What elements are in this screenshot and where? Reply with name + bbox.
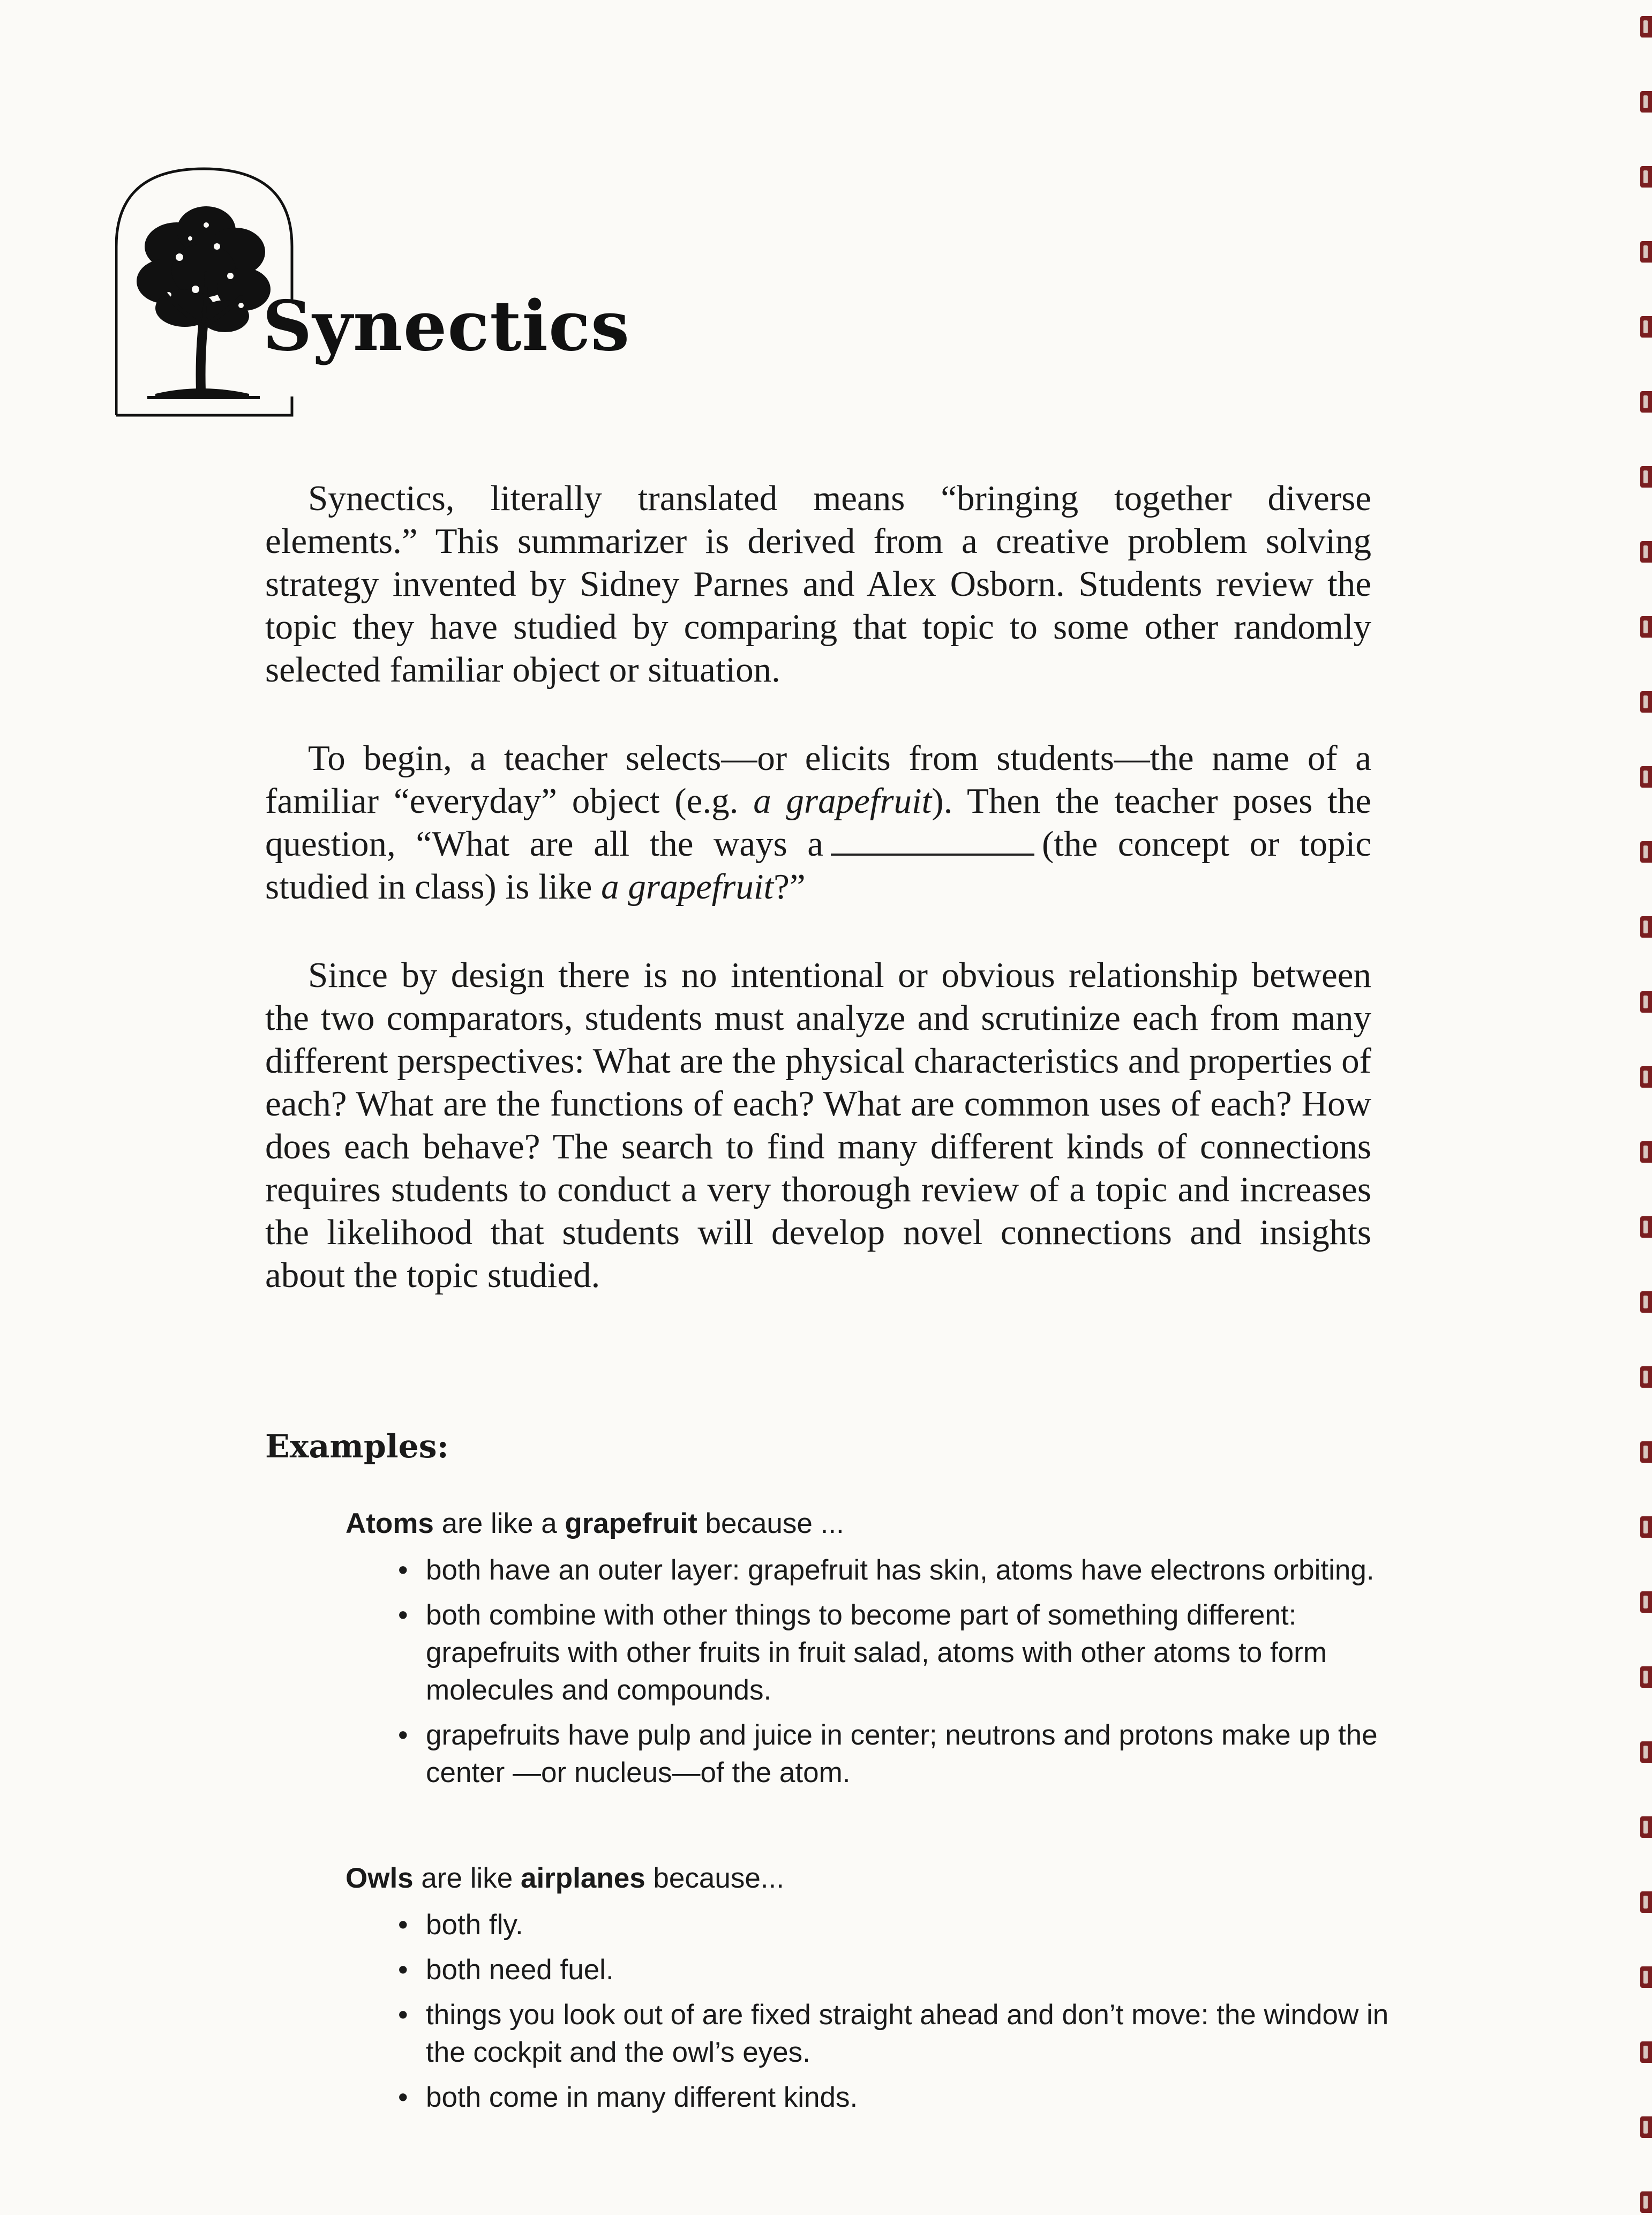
list-item: • both combine with other things to become part of something different: grapefruits with other fruits in fruit salad, atoms with other atoms to form molecules and compounds. [426, 1597, 1390, 1709]
example-list [346, 1552, 1390, 1792]
list-item: • both come in many different kinds. [426, 2079, 1390, 2116]
example-lead [346, 1859, 1390, 1898]
example-lead [346, 1505, 1390, 1543]
example-atoms [346, 1505, 1390, 1799]
list-item: • grapefruits have pulp and juice in center; neutrons and protons make up the center —or nucleus—of the atom. [426, 1717, 1390, 1792]
binding-ring [1640, 241, 1652, 263]
binding-ring [1640, 691, 1652, 713]
procedure-text-c: ). Then the teacher poses the question, “What are all the ways a [265, 781, 1371, 864]
binding-ring [1640, 2191, 1652, 2213]
binding-ring [1640, 2116, 1652, 2138]
example-owls [346, 1859, 1390, 2124]
list-item: • both need fuel. [426, 1951, 1390, 1989]
procedure-text-f: ?” [774, 867, 806, 907]
spiral-binding [1631, 0, 1652, 2215]
binding-ring [1640, 1666, 1652, 1688]
binding-ring [1640, 1891, 1652, 1913]
binding-ring [1640, 916, 1652, 938]
intro-paragraph: Synectics, literally translated means “bringing together diverse elements.” This summarizer is derived from a creative problem solving strategy invented by Sidney Parnes and Alex Osborn. Students review the topic they have studied by comparing that topic to some other randomly selected familiar object or situation. [265, 478, 1371, 690]
binding-ring [1640, 616, 1652, 638]
binding-ring [1640, 1141, 1652, 1163]
binding-ring [1640, 316, 1652, 338]
list-item: • things you look out of are fixed straight ahead and don’t move: the window in the cockpit and the owl’s eyes. [426, 1996, 1390, 2071]
binding-ring [1640, 2041, 1652, 2063]
binding-ring [1640, 16, 1652, 38]
example-tail: because ... [697, 1508, 844, 1539]
binding-ring [1640, 1216, 1652, 1238]
binding-ring [1640, 1441, 1652, 1463]
binding-ring [1640, 1366, 1652, 1388]
binding-ring [1640, 1816, 1652, 1838]
binding-ring [1640, 166, 1652, 188]
binding-ring [1640, 1966, 1652, 1988]
procedure-paragraph [265, 737, 1371, 908]
binding-ring [1640, 766, 1652, 788]
binding-ring [1640, 1741, 1652, 1763]
fill-in-blank [831, 824, 1034, 856]
binding-ring [1640, 466, 1652, 488]
example-object: airplanes [520, 1862, 645, 1894]
procedure-text-d: (the concept or topic studied in class) is like [265, 824, 1371, 907]
example-list [346, 1906, 1390, 2116]
rationale-paragraph: Since by design there is no intentional or obvious relationship between the two comparators, students must analyze and scrutinize each from many different perspectives: What are the physical characteristics and properties of each? What are the functions of each? What are common uses of each? How does each behave? The search to find many different kinds of connections requires students to conduct a very thorough review of a topic and increases the likelihood that students will develop novel connections and insights about the topic studied. [265, 955, 1371, 1295]
example-object: grapefruit [565, 1508, 697, 1539]
example-middle: are like [413, 1862, 521, 1894]
procedure-example-object: a grapefruit [753, 781, 932, 821]
binding-ring [1640, 391, 1652, 413]
examples-heading: Examples: [265, 1428, 449, 1465]
example-middle: are like a [433, 1508, 565, 1539]
binding-ring [1640, 841, 1652, 863]
example-subject: Owls [346, 1862, 414, 1894]
binding-ring [1640, 991, 1652, 1013]
example-tail: because... [645, 1862, 784, 1894]
binding-ring [1640, 91, 1652, 113]
binding-ring [1640, 1516, 1652, 1538]
binding-ring [1640, 541, 1652, 563]
binding-ring [1640, 1591, 1652, 1613]
procedure-example-object-2: a grapefruit [601, 867, 774, 907]
list-item: • both have an outer layer: grapefruit has skin, atoms have electrons orbiting. [426, 1552, 1390, 1589]
binding-ring [1640, 1066, 1652, 1088]
list-item: • both fly. [426, 1906, 1390, 1944]
page-title: Synectics [262, 286, 630, 366]
binding-ring [1640, 1291, 1652, 1313]
procedure-text-a: To begin, a teacher selects—or elicits from students—the name of a familiar “everyday” object (e.g. [265, 738, 1371, 821]
example-subject: Atoms [346, 1508, 434, 1539]
